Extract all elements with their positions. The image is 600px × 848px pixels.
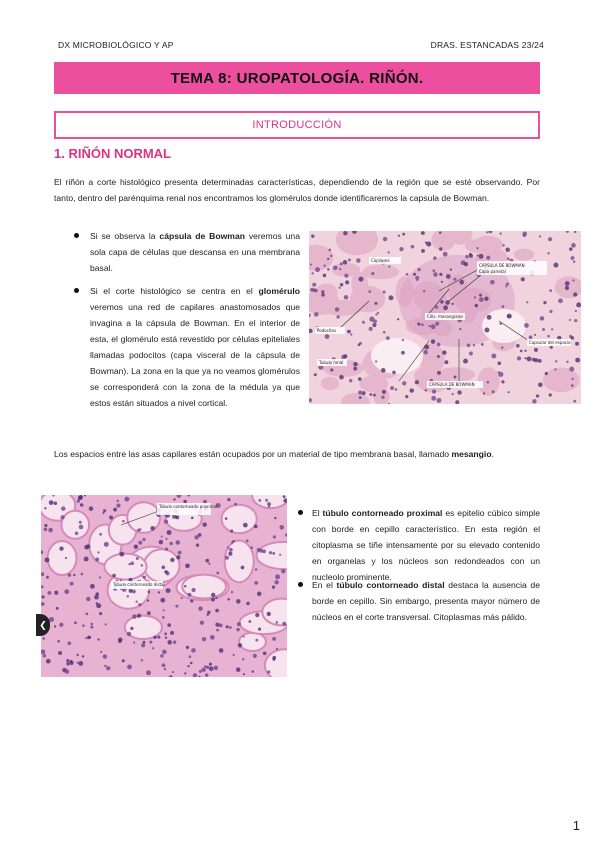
bullet-tubulo-proximal (312, 505, 540, 585)
bullet-glomerulo (90, 283, 300, 411)
bullet-text: veremos una sola capa de células que descansa en una membrana basal. (90, 231, 300, 273)
intro-heading-box (54, 111, 540, 139)
fig1-label: Tubulo renal (319, 360, 344, 365)
bullet-bold: cápsula de Bowman (159, 231, 245, 241)
page-number: 1 (572, 818, 580, 833)
chevron-left-icon: ❮ (39, 619, 47, 630)
paragraph-text: . (491, 449, 494, 459)
bullet-text: es epitelio cúbico simple con borde en cepillo característico. En esta región el citoplasma se tiñe intensamente por su elevado contenido en organelas y los núcleos son redondeados con un nucleolo prominente. (312, 508, 540, 582)
paragraph-text: Los espacios entre las asas capilares están ocupados por un material de tipo membrana basal, llamado (54, 449, 452, 459)
bullet-text: Si el corte histológico se centra en el (90, 286, 259, 296)
intro-heading: INTRODUCCIÓN (252, 119, 342, 131)
fig1-label: Céls. mesangiales (427, 314, 464, 319)
bullet-dot (298, 510, 303, 515)
fig2-label: Túbulo contorneado distal (113, 582, 165, 587)
bullet-bold: túbulo contorneado proximal (322, 508, 443, 518)
bullet-text: veremos una red de capilares anastomosados que invagina a la cápsula de Bowman. En el interior de esta, el glomérulo está revestido por células epiteliales llamadas podocitos (capa visceral de la cápsula de Bowman). La zona en la que ya no veamos glomérulos se corresponderá con la zona de la médula ya que estos están situados a nivel cortical. (90, 302, 300, 408)
bullet-dot (298, 582, 303, 587)
paragraph-bold: mesangio (451, 449, 492, 459)
header-right: DRAS. ESTANCADAS 23/24 (430, 40, 544, 50)
page-title: TEMA 8: UROPATOLOGÍA. RIÑÓN. (170, 69, 424, 87)
fig1-label: Capa parietal (479, 269, 506, 274)
bullet-dot (74, 288, 79, 293)
bullet-tubulo-distal (312, 577, 540, 625)
fig1-label: Podocitos (317, 328, 337, 333)
paragraph-mesangio (54, 446, 540, 462)
header-left: DX MICROBIOLÓGICO Y AP (58, 40, 174, 50)
bullet-text: El (312, 508, 323, 518)
bullet-text: En el (312, 580, 337, 590)
section-heading: 1. RIÑÓN NORMAL (54, 146, 171, 161)
bullet-text: Si se observa la (90, 231, 160, 241)
glomerulus-micrograph (309, 231, 581, 404)
bullet-bold: túbulo contorneado distal (336, 580, 445, 590)
bullet-bold: glomérulo (258, 286, 300, 296)
bullet-dot (74, 233, 79, 238)
tubules-micrograph (41, 495, 287, 677)
fig2-label: Túbulo contorneado proximal (159, 504, 218, 509)
fig1-label: Capilares (371, 258, 390, 263)
fig1-label: Capsular del espacio (529, 340, 571, 345)
title-banner (54, 62, 540, 94)
fig1-label: CÁPSULA DE BOWMAN (479, 263, 525, 268)
paragraph-intro: El riñón a corte histológico presenta determinadas características, dependiendo de la región que se esté observando. Por tanto, dentro del parénquima renal nos encontramos los glomérulos donde identificaremos la capsula de Bowman. (54, 177, 540, 204)
bullet-text: destaca la ausencia de borde en cepillo. Sin embargo, presenta mayor número de núcleos en el corte transversal. Citoplasmas más pálido. (312, 580, 540, 622)
bullet-bowman (90, 228, 300, 276)
fig1-label: CÁPSULA DE BOWMAN (429, 382, 475, 387)
